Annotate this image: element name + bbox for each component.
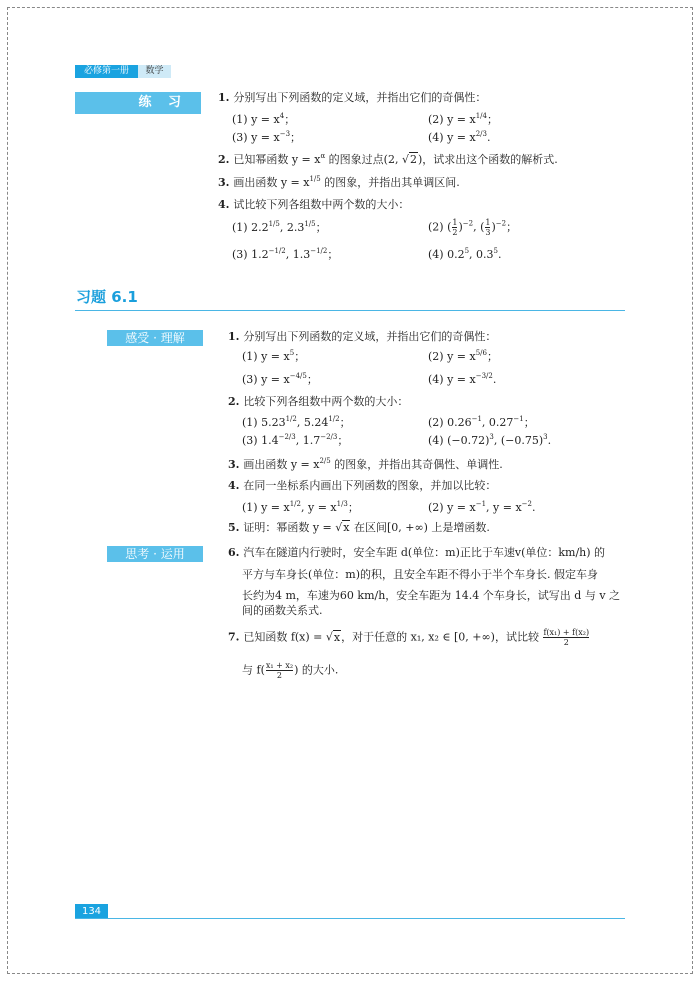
exercise-line: (1) $y = x^5$； <box>242 349 306 363</box>
math-part: −4/5 <box>289 372 307 380</box>
math-part: 1/2 <box>289 500 301 508</box>
math-part: 4. <box>228 479 244 492</box>
math-part: 2. <box>228 395 244 408</box>
math-part: −2 <box>462 219 474 228</box>
math-part: −1 <box>513 415 524 423</box>
practice-heading: 练 习 <box>75 92 201 114</box>
math-part: 7. <box>228 630 244 644</box>
exercise-line: 6. 汽车在隧道内行驶时，安全车距 d(单位：m)正比于车速v(单位：km/h) 的 <box>228 546 606 559</box>
practice-line: 4. 试比较下列各组数中两个数的大小： <box>218 198 410 211</box>
math-part: 5 <box>493 247 499 255</box>
math-part: −2 <box>521 500 532 508</box>
practice-line: (3) $y = x^{-3}$； <box>232 130 302 144</box>
book-tag: 必修第一册 <box>75 65 138 78</box>
math-part: 2/3 <box>475 130 487 138</box>
exercise-line: (2) $y = x^{5/6}$； <box>428 349 498 363</box>
math-part: √2 <box>401 153 417 166</box>
practice-line: 1. 分别写出下列函数的定义域，并指出它们的奇偶性： <box>218 91 487 104</box>
exercise-line: 长约为4 m，车速为60 km/h，安全车距为 14.4 个车身长，试写出 d 与 v 之 <box>242 589 621 602</box>
math-part: 1/2 <box>285 415 297 423</box>
exercise-line: 5. 证明：幂函数 y = √x 在区间[0, +∞) 上是增函数. <box>228 521 490 534</box>
math-part: α <box>320 152 326 160</box>
exercise-line: (1) $y = x^{1/2}$, $y = x^{1/3}$； <box>242 500 359 514</box>
math-part: 3 <box>543 433 548 441</box>
math-part: $\frac{\text{x₁ + x₂}}{2}$ <box>265 661 294 680</box>
exercise-line: 间的函数关系式. <box>242 604 323 617</box>
practice-line: (1) $y = x^4$； <box>232 112 296 126</box>
math-part: −1 <box>475 500 487 508</box>
math-part: 1/3 <box>336 500 348 508</box>
math-part: 5 <box>464 247 470 255</box>
math-part: −3 <box>279 130 291 138</box>
math-part: 2. <box>218 153 234 166</box>
exercise-line: (2) $y = x^{-1}$, $y = x^{-2}$. <box>428 500 536 514</box>
exercise-line: (1) $5.23^{1/2}$, $5.24^{1/2}$； <box>242 415 351 429</box>
exercise-line: 4. 在同一坐标系内画出下列函数的图象，并加以比较： <box>228 479 497 492</box>
math-part: 1/4 <box>475 112 487 120</box>
math-part: 3 <box>489 433 494 441</box>
math-part: $\frac{1}{3}$ <box>485 218 491 237</box>
math-part: 1. <box>218 91 234 104</box>
math-part: 4 <box>279 112 285 120</box>
exercise-line: 3. 画出函数 $y = x^{2/5}$ 的图象，并指出其奇偶性、单调性. <box>228 457 503 471</box>
exercise-line: (4) $y = x^{-3/2}$. <box>428 372 497 386</box>
math-part: −2/3 <box>278 433 296 441</box>
math-part: √x <box>325 630 341 644</box>
exercise-line: (3) $1.4^{-2/3}$, $1.7^{-2/3}$； <box>242 433 349 447</box>
footer-rule <box>75 918 625 919</box>
section-title: 习题 6.1 <box>76 288 138 306</box>
math-part: 1/5 <box>304 220 316 228</box>
practice-line: 2. 已知幂函数 $y = x^\alpha$ 的图象过点(2, √2)，试求出这个函数的解析式. <box>218 152 558 166</box>
math-part: 1/5 <box>309 175 321 183</box>
math-part: −2/3 <box>320 433 338 441</box>
math-part: 1/2 <box>328 415 340 423</box>
math-part: 1/5 <box>268 220 280 228</box>
math-part: −1/2 <box>310 247 328 255</box>
exercise-line: (3) $y = x^{-4/5}$； <box>242 372 318 386</box>
practice-line: (1) $2.2^{1/5}$, $2.3^{1/5}$； <box>232 220 327 234</box>
math-part: $\frac{1}{2}$ <box>452 218 458 237</box>
math-part: √x <box>335 521 350 534</box>
math-part: 5/6 <box>475 349 487 357</box>
math-part: −3/2 <box>475 372 493 380</box>
exercise-line: 1. 分别写出下列函数的定义域，并指出它们的奇偶性： <box>228 330 497 343</box>
math-part: $\frac{\text{f(x₁) + f(x₂)}}{2}$ <box>543 628 590 647</box>
practice-line: (2) ( $\frac{1}{2}$ )$^{-2}$, ( $\frac{1}{3}$ )$^{-2}$； <box>428 218 518 237</box>
math-part: 4. <box>218 198 234 211</box>
exercise-line: (2) $0.26^{-1}$, $0.27^{-1}$； <box>428 415 535 429</box>
exercise-line: 7. 已知函数 f(x) = √x，对于任意的 x₁, x₂ ∈ [0, +∞)，试比较 $\frac{\text{f(x₁) + f(x₂)}}{2}$ <box>228 628 590 647</box>
section-rule <box>75 310 625 311</box>
practice-line: (4) $0.2^5$, $0.3^5$. <box>428 247 502 261</box>
exercise-line: (4) $(-0.72)^3$, $(-0.75)^3$. <box>428 433 552 447</box>
math-part: 5. <box>228 521 244 534</box>
exercise-line: 与 f( $\frac{\text{x₁ + x₂}}{2}$ ) 的大小. <box>242 661 339 680</box>
exercise-line: 平方与车身长(单位：m)的积，且安全车距不得小于半个车身长. 假定车身 <box>242 568 599 581</box>
math-part: 1. <box>228 330 244 343</box>
math-part: 5 <box>289 349 295 357</box>
subject-tag: 数学 <box>138 65 171 78</box>
practice-line: (2) $y = x^{1/4}$； <box>428 112 498 126</box>
page-number: 134 <box>75 904 108 919</box>
math-part: −1/2 <box>268 247 286 255</box>
practice-line: (3) $1.2^{-1/2}$, $1.3^{-1/2}$； <box>232 247 339 261</box>
category-understand: 感受 · 理解 <box>107 330 203 346</box>
math-part: 3. <box>228 458 244 471</box>
math-part: −1 <box>471 415 482 423</box>
practice-line: (4) $y = x^{2/3}$. <box>428 130 491 144</box>
math-part: 6. <box>228 546 244 559</box>
category-apply: 思考 · 运用 <box>107 546 203 562</box>
math-part: 2/5 <box>319 457 331 465</box>
math-part: −2 <box>495 219 507 228</box>
exercise-line: 2. 比较下列各组数中两个数的大小： <box>228 395 409 408</box>
practice-line: 3. 画出函数 $y = x^{1/5}$ 的图象，并指出其单调区间. <box>218 175 460 189</box>
math-part: 3. <box>218 176 234 189</box>
